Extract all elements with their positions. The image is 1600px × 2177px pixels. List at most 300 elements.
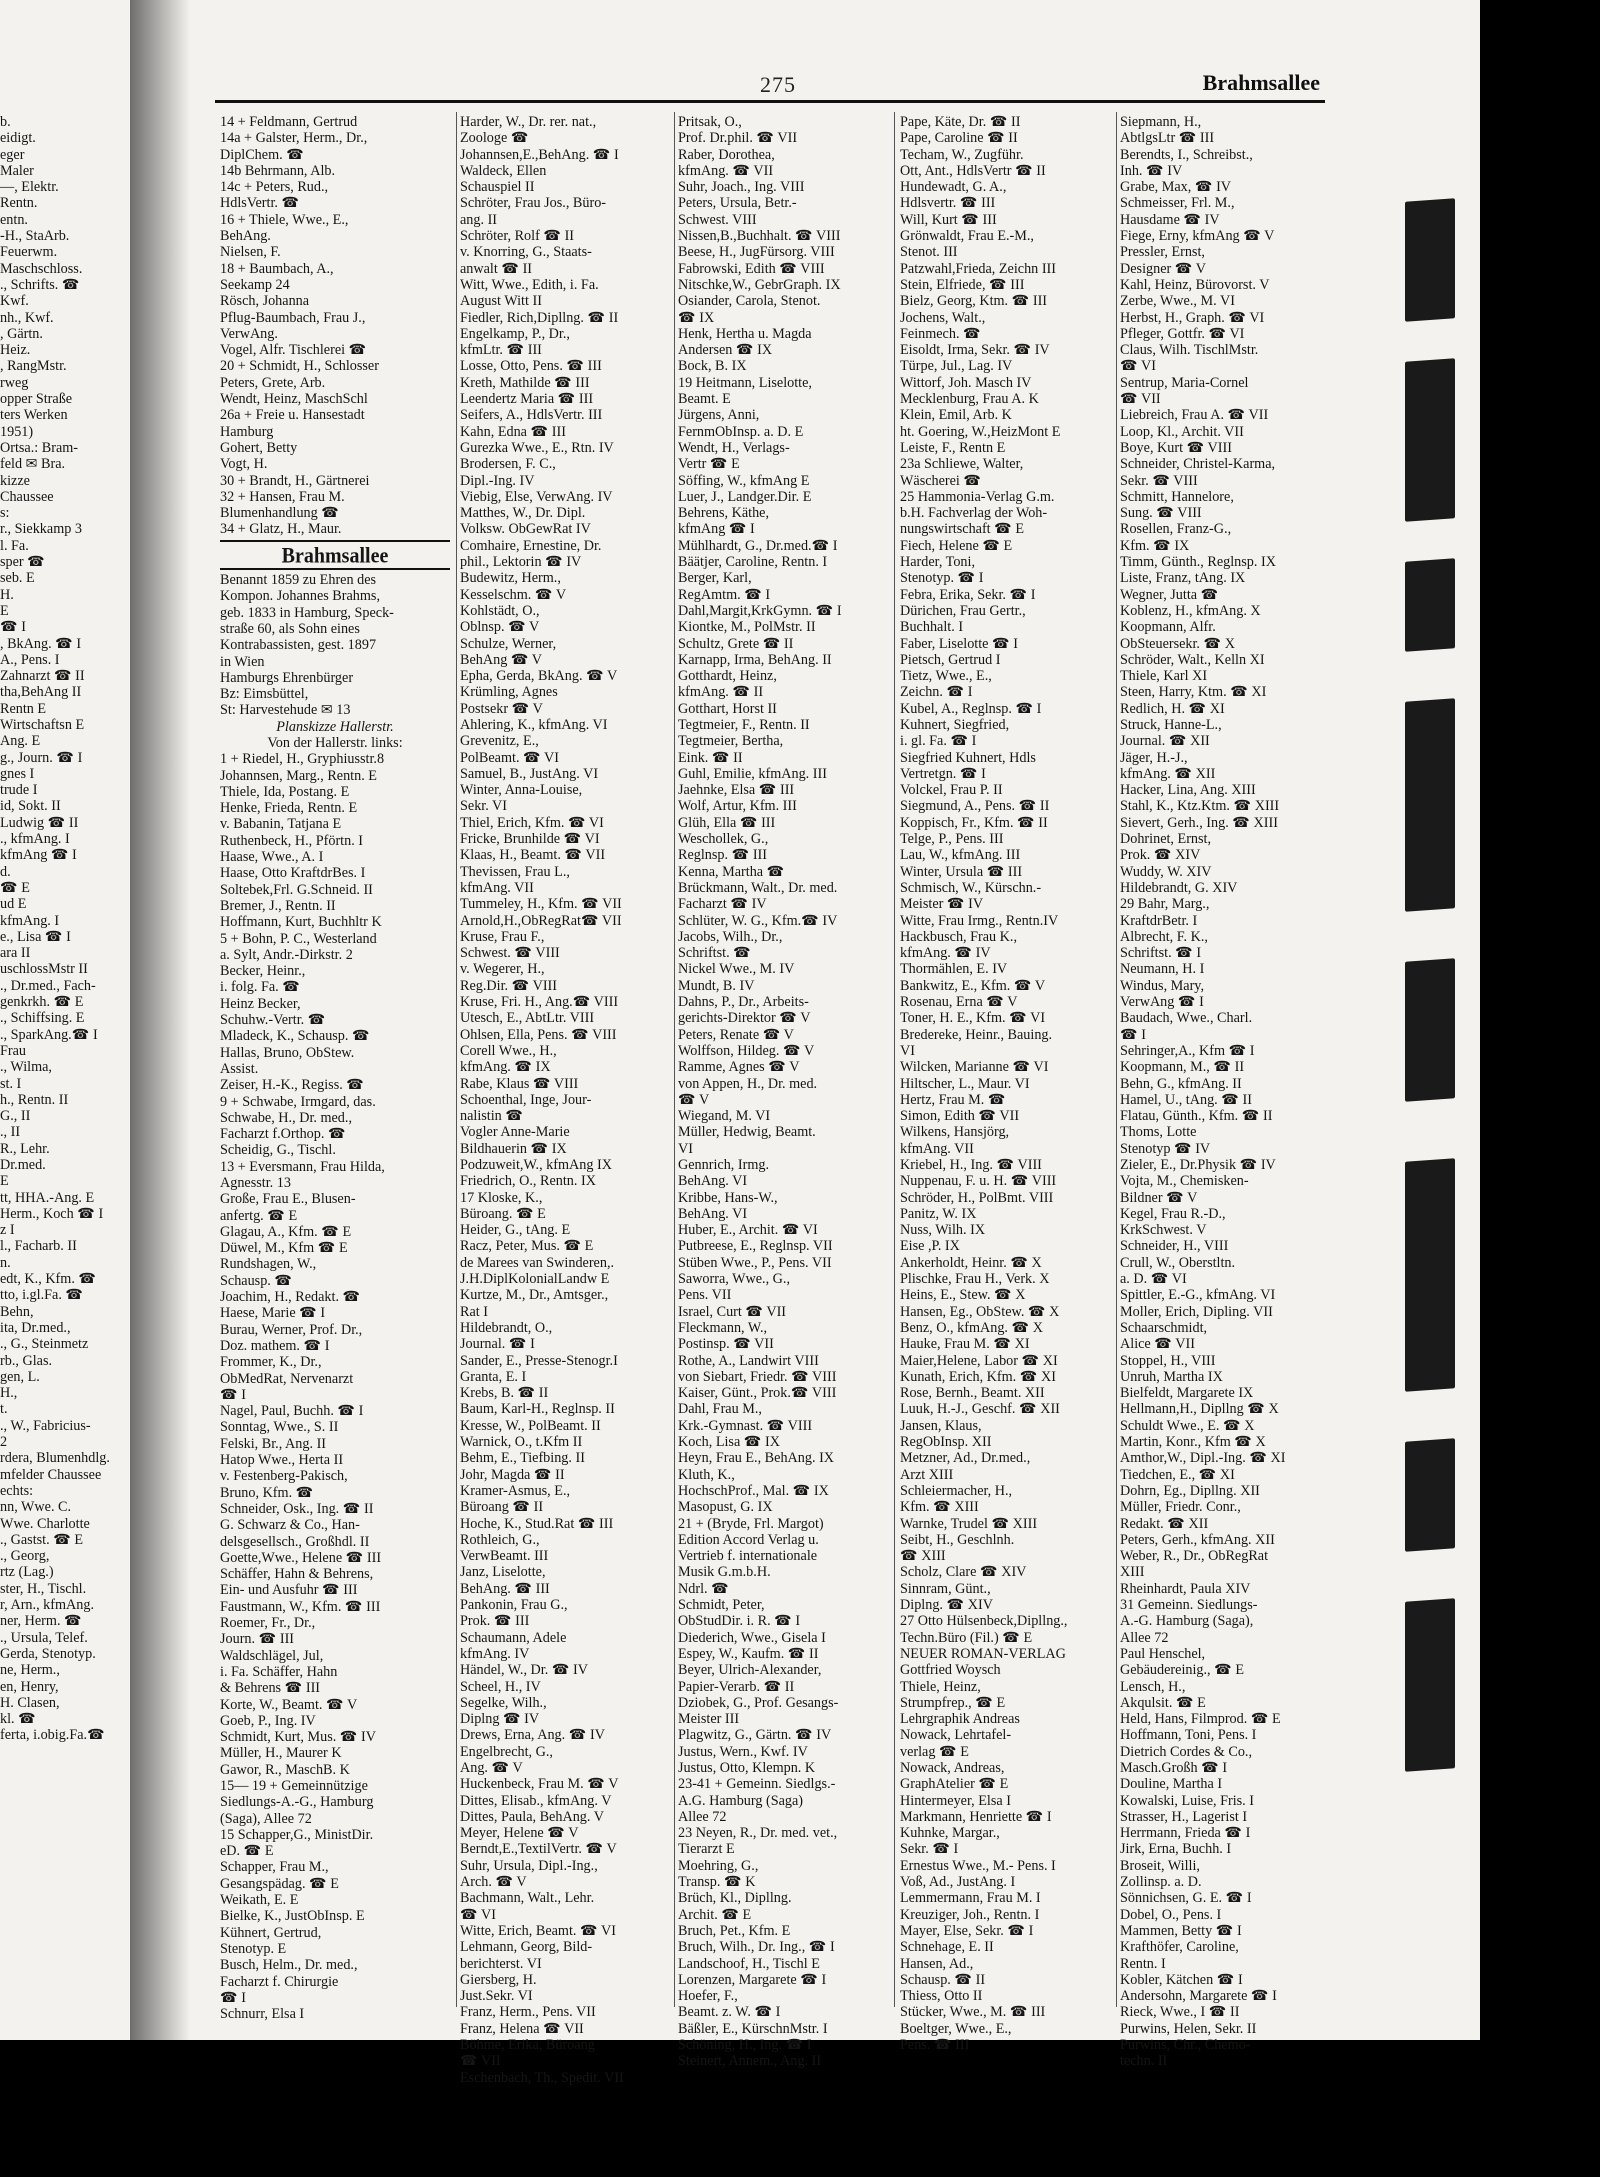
directory-entry-line: entn. <box>0 211 28 228</box>
directory-entry-line: Klaas, H., Beamt. ☎ VII <box>460 847 606 864</box>
directory-entry-line: eger <box>0 146 25 163</box>
directory-entry-line: Kohlstädt, O., <box>460 602 540 619</box>
directory-entry-line: Schmidt, Peter, <box>678 1597 765 1614</box>
directory-entry-line: Engelbrecht, G., <box>460 1743 553 1760</box>
directory-entry-line: Lehmann, Georg, Bild- <box>460 1939 593 1956</box>
directory-entry-line: Bremer, J., Rentn. II <box>220 897 336 914</box>
directory-entry-line: Koch, Lisa ☎ IX <box>678 1434 780 1451</box>
directory-entry-line: Febra, Erika, Sekr. ☎ I <box>900 586 1036 603</box>
directory-entry-line: Thiess, Otto II <box>900 1988 983 2005</box>
directory-entry-line: Blumenhandlung ☎ <box>220 505 339 522</box>
directory-entry-line: Utesch, E., AbtLtr. VIII <box>460 1010 595 1027</box>
directory-entry-line: Kaiser, Günt., Prok.☎ VIII <box>678 1385 837 1402</box>
directory-entry-line: Douline, Martha I <box>1120 1776 1223 1793</box>
directory-column-3 <box>678 114 888 2070</box>
directory-entry-line: Meister III <box>678 1711 740 1728</box>
directory-entry-line: Struck, Hanne-L., <box>1120 716 1222 733</box>
directory-entry-line: Büroang. ☎ E <box>460 1205 546 1222</box>
directory-entry-line: Goette,Wwe., Helene ☎ III <box>220 1549 382 1566</box>
page-header <box>200 70 1480 110</box>
directory-entry-line: Gohert, Betty <box>220 439 298 456</box>
directory-entry-line: Rösch, Johanna <box>220 293 310 310</box>
directory-entry-line: Pankonin, Frau G., <box>460 1597 568 1614</box>
directory-entry-line: Fiech, Helene ☎ E <box>900 537 1013 554</box>
directory-entry-line: Henke, Frieda, Rentn. E <box>220 800 358 817</box>
directory-entry-line: Doz. mathem. ☎ I <box>220 1337 330 1354</box>
directory-entry-line: Zieler, E., Dr.Physik ☎ IV <box>1120 1157 1276 1173</box>
directory-entry-line: ., Dr.med., Fach- <box>0 977 96 994</box>
directory-entry-line: ita, Dr.med., <box>0 1319 71 1336</box>
directory-entry-line: Brückmann, Walt., Dr. med. <box>678 879 838 896</box>
directory-entry-line: RegAmtm. ☎ I <box>678 586 771 603</box>
directory-entry-line: Techam, W., Zugführ. <box>900 146 1024 163</box>
directory-entry-line: Schriftst. ☎ <box>678 945 751 962</box>
directory-entry-line: 2 <box>0 1434 8 1451</box>
directory-entry-line: Gotthardt, Heinz, <box>678 668 777 685</box>
directory-entry-line: nalistin ☎ <box>460 1108 523 1125</box>
directory-entry-line: Buchhalt. I <box>900 619 964 636</box>
directory-entry-line: Schuldt Wwe., E. ☎ X <box>1120 1417 1255 1434</box>
directory-entry-line: Kluth, K., <box>678 1466 735 1483</box>
directory-entry-line: Bäßler, E., KürschnMstr. I <box>678 2020 828 2037</box>
directory-entry-line: Heider, G., tAng. E <box>460 1222 571 1239</box>
directory-entry-line: Behn, G., kfmAng. II <box>1120 1075 1242 1092</box>
directory-entry-line: delsgesellsch., Großhdl. II <box>220 1533 370 1550</box>
directory-entry-line: Peters, Grete, Arb. <box>220 374 326 391</box>
directory-entry-line: Vertretgn. ☎ I <box>900 765 986 782</box>
directory-entry-line: ., II <box>0 1124 21 1141</box>
directory-entry-line: Patzwahl,Frieda, Zeichn III <box>900 260 1057 277</box>
directory-entry-line: Nissen,B.,Buchhalt. ☎ VIII <box>678 228 841 245</box>
directory-entry-line: Dahns, P., Dr., Arbeits- <box>678 994 809 1011</box>
directory-entry-line: Kfm. ☎ IX <box>1120 537 1190 554</box>
directory-entry-line: ., SparkAng.☎ I <box>0 1026 98 1043</box>
directory-entry-line: ☎ VII <box>1120 391 1161 408</box>
directory-entry-line: ., Wilma, <box>0 1059 52 1076</box>
directory-entry-line: edt, K., Kfm. ☎ <box>0 1271 97 1288</box>
directory-entry-line: ang. II <box>460 211 498 228</box>
directory-entry-line: Wäscherei ☎ <box>900 472 982 489</box>
directory-entry-line: ., kfmAng. I <box>0 831 70 848</box>
directory-entry-line: Haase, Otto KraftdrBes. I <box>220 865 366 882</box>
directory-entry-line: Brüch, Kl., Dipllng. <box>678 1890 792 1907</box>
directory-entry-line: Jochens, Walt., <box>900 309 986 326</box>
directory-entry-line: PolBeamt. ☎ VI <box>460 749 559 766</box>
directory-column-1 <box>220 114 450 2023</box>
directory-entry-line: ☎ I <box>0 619 26 636</box>
directory-entry-line: ☎ IX <box>678 309 715 326</box>
directory-entry-line: Fleckmann, W., <box>678 1319 768 1336</box>
directory-entry-line: Glagau, A., Kfm. ☎ E <box>220 1223 352 1240</box>
directory-entry-line: -H., StaArb. <box>0 228 70 245</box>
directory-entry-line: Stenotyp. E <box>220 1940 287 1957</box>
directory-entry-line: Siegmund, A., Pens. ☎ II <box>900 798 1050 815</box>
directory-entry-line: Dittes, Paula, BehAng. V <box>460 1808 604 1825</box>
directory-entry-line: Simon, Edith ☎ VII <box>900 1108 1020 1125</box>
directory-entry-line: Plischke, Frau H., Verk. X <box>900 1271 1050 1288</box>
directory-entry-line: & Behrens ☎ III <box>220 1680 321 1697</box>
directory-entry-line: Krk.-Gymnast. ☎ VIII <box>678 1417 813 1434</box>
directory-entry-line: Eisoldt, Irma, Sekr. ☎ IV <box>900 342 1050 359</box>
directory-entry-line: Huckenbeck, Frau M. ☎ V <box>460 1776 619 1793</box>
directory-entry-line: Mammen, Betty ☎ I <box>1120 1922 1242 1939</box>
directory-entry-line: Dürichen, Frau Gertr., <box>900 602 1026 619</box>
directory-entry-line: Amthor,W., Dipl.-Ing. ☎ XI <box>1120 1450 1286 1467</box>
directory-entry-line: Lorenzen, Margarete ☎ I <box>678 1971 827 1988</box>
directory-entry-line: ., Ursula, Telef. <box>0 1629 88 1646</box>
directory-entry-line: st. I <box>0 1075 22 1092</box>
directory-entry-line: Thormählen, E. IV <box>900 961 1008 978</box>
directory-entry-line: Warnke, Trudel ☎ XIII <box>900 1515 1038 1532</box>
directory-entry-line: v. Knorring, G., Staats- <box>460 244 592 261</box>
directory-entry-line: Hiltscher, L., Maur. VI <box>900 1075 1030 1092</box>
directory-entry-line: Wuddy, W. XIV <box>1120 863 1212 880</box>
directory-entry-line: Thiel, Erich, Kfm. ☎ VI <box>460 814 604 831</box>
directory-entry-line: Reglnsp. ☎ III <box>678 847 767 864</box>
directory-entry-line: Strumpfrep., ☎ E <box>900 1694 1006 1711</box>
directory-entry-line: t. <box>0 1401 8 1418</box>
directory-entry-line: Kontrabassisten, gest. 1897 <box>220 637 377 654</box>
directory-entry-line: ☎ XIII <box>900 1548 946 1565</box>
directory-entry-line: Bredereke, Heinr., Bauing. <box>900 1026 1053 1043</box>
directory-entry-line: Jansen, Klaus, <box>900 1417 982 1434</box>
directory-entry-line: von Siebart, Friedr. ☎ VIII <box>678 1368 837 1385</box>
directory-entry-line: h., Rentn. II <box>0 1091 69 1108</box>
directory-entry-line: Harder, Toni, <box>900 554 976 571</box>
directory-entry-line: Ludwig ☎ II <box>0 814 79 831</box>
directory-entry-line: Maschschloss. <box>0 260 83 277</box>
directory-entry-line: Schauspiel II <box>460 179 535 196</box>
directory-entry-line: straße 60, als Sohn eines <box>220 620 360 637</box>
directory-entry-line: ., Schrifts. ☎ <box>0 276 80 293</box>
directory-entry-line: Heyn, Frau E., BehAng. IX <box>678 1450 835 1467</box>
directory-entry-line: Will, Kurt ☎ III <box>900 211 997 228</box>
directory-entry-line: Samuel, B., JustAng. VI <box>460 765 599 782</box>
directory-entry-line: Schneider, H., VIII <box>1120 1238 1229 1255</box>
directory-entry-line: Pressler, Ernst, <box>1120 244 1205 261</box>
directory-entry-line: Stüben Wwe., P., Pens. VII <box>678 1254 832 1271</box>
directory-entry-line: opper Straße <box>0 391 73 408</box>
directory-entry-line: a. Sylt, Andr.-Dirkstr. 2 <box>220 946 353 963</box>
directory-entry-line: Toner, H. E., Kfm. ☎ VI <box>900 1010 1046 1027</box>
directory-entry-line: Schneider, Osk., Ing. ☎ II <box>220 1500 374 1517</box>
directory-entry-line: Kramer-Asmus, E., <box>460 1482 571 1499</box>
directory-entry-line: Kribbe, Hans-W., <box>678 1189 778 1206</box>
directory-entry-line: Thiele, Ida, Postang. E <box>220 783 350 800</box>
directory-entry-line: Granta, E. I <box>460 1368 527 1385</box>
directory-entry-line: Peters, Gerh., kfmAng. XII <box>1120 1531 1275 1548</box>
directory-entry-line: Benannt 1859 zu Ehren des <box>220 572 377 589</box>
directory-entry-line: Seibt, H., Geschlnh. <box>900 1531 1015 1548</box>
directory-entry-line: 15 Schapper,G., MinistDir. <box>220 1826 374 1843</box>
directory-entry-line: Suhr, Joach., Ing. VIII <box>678 179 805 196</box>
directory-entry-line: Tietz, Wwe., E., <box>900 668 992 685</box>
directory-entry-line: Kowalski, Luise, Fris. I <box>1120 1792 1254 1809</box>
directory-entry-line: ObStudDir. i. R. ☎ I <box>678 1613 801 1630</box>
directory-entry-line: Siepmann, H., <box>1120 114 1202 130</box>
directory-entry-line: Frau <box>0 1042 27 1059</box>
directory-entry-line: Busch, Helm., Dr. med., <box>220 1957 358 1974</box>
directory-entry-line: Feuerwm. <box>0 244 58 261</box>
directory-entry-line: ., Gastst. ☎ E <box>0 1531 84 1548</box>
directory-entry-line: Hoche, K., Stud.Rat ☎ III <box>460 1515 614 1532</box>
directory-entry-line: , BkAng. ☎ I <box>0 635 82 652</box>
directory-entry-line: Kobler, Kätchen ☎ I <box>1120 1971 1243 1988</box>
directory-entry-line: Zeichn. ☎ I <box>900 684 973 701</box>
directory-entry-line: Hdlsvertr. ☎ III <box>900 195 996 212</box>
directory-entry-line: Jaehnke, Elsa ☎ III <box>678 782 795 799</box>
directory-entry-line: Dobel, O., Pens. I <box>1120 1906 1222 1923</box>
directory-entry-line: tha,BehAng II <box>0 684 82 701</box>
directory-entry-line: Nowack, Lehrtafel- <box>900 1727 1012 1744</box>
directory-entry-line: Rentn E <box>0 700 47 717</box>
directory-entry-line: 13 + Eversmann, Frau Hilda, <box>220 1158 385 1175</box>
directory-entry-line: Herbst, H., Graph. ☎ VI <box>1120 309 1265 326</box>
directory-entry-line: Ortsa.: Bram- <box>0 439 79 456</box>
directory-entry-line: Berndt,E.,TextilVertr. ☎ V <box>460 1841 617 1858</box>
directory-entry-line: Boye, Kurt ☎ VIII <box>1120 439 1232 456</box>
directory-entry-line: Sinnram, Günt., <box>900 1580 991 1597</box>
directory-entry-line: Beamt. E <box>678 391 731 408</box>
directory-entry-line: nungswirtschaft ☎ E <box>900 521 1025 538</box>
directory-entry-line: Seekamp 24 <box>220 276 290 293</box>
directory-entry-line: Krebs, B. ☎ II <box>460 1385 549 1402</box>
directory-entry-line: —, Elektr. <box>0 179 59 196</box>
directory-entry-line: Wirtschaftsn E <box>0 716 85 733</box>
directory-entry-line: Vertrieb f. internationale <box>678 1548 818 1565</box>
directory-entry-line: Joachim, H., Redakt. ☎ <box>220 1289 361 1306</box>
directory-entry-line: genkrkh. ☎ E <box>0 994 84 1011</box>
directory-entry-line: ☎ I <box>220 1989 246 2006</box>
directory-entry-line: Dittes, Elisab., kfmAng. V <box>460 1792 612 1809</box>
directory-entry-line: Hintermeyer, Elsa I <box>900 1792 1011 1809</box>
directory-entry-line: Steinert, Annem., Ang. II <box>678 2053 822 2070</box>
directory-entry-line: Haese, Marie ☎ I <box>220 1305 326 1322</box>
directory-entry-line: Bankwitz, E., Kfm. ☎ V <box>900 977 1046 994</box>
directory-entry-line: berichterst. VI <box>460 1955 542 1972</box>
directory-entry-line: verlag ☎ E <box>900 1743 969 1760</box>
directory-entry-line: Raber, Dorothea, <box>678 146 775 163</box>
directory-entry-line: Sekr. ☎ I <box>900 1841 959 1858</box>
directory-entry-line: Lehrgraphik Andreas <box>900 1711 1020 1728</box>
directory-entry-line: J.H.DiplKolonialLandw E <box>460 1271 610 1288</box>
directory-entry-line: ne, Herm., <box>0 1662 60 1679</box>
directory-entry-line: ☎ V <box>678 1091 710 1108</box>
directory-entry-line: Faustmann, W., Kfm. ☎ III <box>220 1598 381 1615</box>
directory-entry-line: Lemmermann, Frau M. I <box>900 1890 1041 1907</box>
directory-entry-line: Tierarzt E <box>678 1841 735 1858</box>
directory-entry-line: Ott, Ant., HdlsVertr ☎ II <box>900 162 1046 179</box>
directory-entry-line: Kenna, Martha ☎ <box>678 863 785 880</box>
directory-column-5 <box>1120 114 1330 2070</box>
directory-entry-line: Dahl,Margit,KrkGymn. ☎ I <box>678 602 842 619</box>
directory-entry-line: Saworra, Wwe., G., <box>678 1271 791 1288</box>
directory-entry-line: kfmAng. VII <box>900 1140 974 1157</box>
directory-entry-line: Voß, Ad., JustAng. I <box>900 1874 1016 1891</box>
directory-entry-line: a. D. ☎ VI <box>1120 1271 1187 1288</box>
directory-entry-line: r., Siekkamp 3 <box>0 521 82 538</box>
directory-entry-line: Eink. ☎ II <box>678 749 743 766</box>
directory-entry-line: AbtlgsLtr ☎ III <box>1120 130 1215 147</box>
directory-entry-line: Weschollek, G., <box>678 831 769 848</box>
directory-entry-line: r, Arn., kfmAng. <box>0 1597 95 1614</box>
directory-entry-line: Wwe. Charlotte <box>0 1515 90 1532</box>
directory-entry-line: Glüh, Ella ☎ III <box>678 814 776 831</box>
directory-entry-line: Gerda, Stenotyp. <box>0 1645 96 1662</box>
directory-entry-line: Rosellen, Franz-G., <box>1120 521 1232 538</box>
directory-entry-line: Schröder, Walt., Kelln XI <box>1120 651 1265 668</box>
directory-entry-line: Kwf. <box>0 293 29 310</box>
directory-entry-line: Hoefer, F., <box>678 1988 738 2005</box>
directory-entry-line: Rundshagen, W., <box>220 1256 317 1273</box>
directory-entry-line: Transp. ☎ K <box>678 1874 756 1891</box>
directory-entry-line: Podzuweit,W., kfmAng IX <box>460 1157 612 1173</box>
directory-entry-line: H., <box>0 1385 18 1402</box>
directory-entry-line: Felski, Br., Ang. II <box>220 1435 327 1452</box>
directory-entry-line: rb., Glas. <box>0 1352 53 1369</box>
directory-entry-line: Harder, W., Dr. rer. nat., <box>460 114 597 130</box>
directory-entry-line: A.G. Hamburg (Saga) <box>678 1792 804 1809</box>
directory-entry-line: Prof. Dr.phil. ☎ VII <box>678 130 798 147</box>
directory-entry-line: Schaarschmidt, <box>1120 1319 1208 1336</box>
directory-entry-line: (Saga), Allee 72 <box>220 1810 312 1827</box>
directory-entry-line: Albrecht, F. K., <box>1120 928 1208 945</box>
directory-entry-line: BehAng. <box>220 228 271 245</box>
directory-entry-line: Allee 72 <box>1120 1629 1169 1646</box>
directory-entry-line: Kreuziger, Joh., Rentn. I <box>900 1906 1040 1923</box>
directory-entry-line: Stahl, K., Ktz.Ktm. ☎ XIII <box>1120 798 1280 815</box>
directory-entry-line: Schausp. ☎ <box>220 1272 293 1289</box>
directory-entry-line: id, Sokt. II <box>0 798 61 815</box>
directory-entry-line: Spittler, E.-G., kfmAng. VI <box>1120 1287 1276 1304</box>
directory-entry-line: Purwins, Chr., Chemo- <box>1120 2037 1251 2054</box>
directory-entry-line: z I <box>0 1222 15 1239</box>
directory-entry-line: ner, Herm. ☎ <box>0 1613 82 1630</box>
directory-entry-line: Andersen ☎ IX <box>678 342 773 359</box>
directory-entry-line: Hoffmann, Toni, Pens. I <box>1120 1727 1257 1744</box>
directory-entry-line: Schwest. VIII <box>678 211 757 228</box>
directory-entry-line: Prok. ☎ III <box>460 1613 530 1630</box>
directory-entry-line: feld ✉ Bra. <box>0 456 66 473</box>
directory-entry-line: Just.Sekr. VI <box>460 1988 533 2005</box>
directory-entry-line: Volksw. ObGewRat IV <box>460 521 591 538</box>
directory-entry-line: Edition Accord Verlag u. <box>678 1531 819 1548</box>
directory-entry-line: kizze <box>0 472 30 489</box>
directory-entry-line: Winter, Ursula ☎ III <box>900 863 1023 880</box>
directory-entry-line: Hansen, Ad., <box>900 1955 974 1972</box>
directory-entry-line: Müller, H., Maurer K <box>220 1745 342 1762</box>
directory-entry-line: Comhaire, Ernestine, Dr. <box>460 537 602 554</box>
directory-entry-line: Hamel, U., tAng. ☎ II <box>1120 1091 1252 1108</box>
directory-entry-line: Gennrich, Irmg. <box>678 1157 770 1173</box>
directory-entry-line: Zollinsp. a. D. <box>1120 1874 1202 1891</box>
directory-entry-line: Becker, Heinr., <box>220 963 306 980</box>
directory-entry-line: Bock, B. IX <box>678 358 747 375</box>
directory-entry-line: Bielz, Georg, Ktm. ☎ III <box>900 293 1048 310</box>
directory-entry-line: Pape, Caroline ☎ II <box>900 130 1018 147</box>
directory-entry-line: Schriftst. ☎ I <box>1120 945 1202 962</box>
directory-entry-line: e., Lisa ☎ I <box>0 928 71 945</box>
directory-entry-line: Sonntag, Wwe., S. II <box>220 1419 339 1436</box>
directory-entry-line: Wolffson, Hildeg. ☎ V <box>678 1042 815 1059</box>
directory-entry-line: Fricke, Brunhilde ☎ VI <box>460 831 600 848</box>
directory-entry-line: kfmAng. ☎ XII <box>1120 765 1216 782</box>
directory-entry-line: de Marees van Swinderen,. <box>460 1254 615 1271</box>
directory-entry-line: Gawor, R., MaschB. K <box>220 1761 350 1778</box>
directory-entry-line: Schlüter, W. G., Kfm.☎ IV <box>678 912 838 929</box>
directory-entry-line: Schleiermacher, H., <box>900 1482 1013 1499</box>
section-rule <box>220 568 450 570</box>
directory-entry-line: Sentrup, Maria-Cornel <box>1120 374 1249 391</box>
directory-entry-line: Pens. VII <box>678 1287 732 1304</box>
directory-entry-line: Jürgens, Anni, <box>678 407 760 424</box>
directory-entry-line: Liebreich, Frau A. ☎ VII <box>1120 407 1269 424</box>
directory-entry-line: Bielke, K., JustObInsp. E <box>220 1908 365 1925</box>
directory-entry-line: Postsekr ☎ V <box>460 700 543 717</box>
directory-entry-line: HochschProf., Mal. ☎ IX <box>678 1482 829 1499</box>
directory-entry-line: 34 + Glatz, H., Maur. <box>220 521 342 538</box>
directory-entry-line: Heins, E., Stew. ☎ X <box>900 1287 1026 1304</box>
directory-entry-line: Diplng. ☎ XIV <box>900 1597 993 1614</box>
directory-entry-line: Thiele, Heinz, <box>900 1678 981 1695</box>
directory-entry-line: Schoenthal, Inge, Jour- <box>460 1091 592 1108</box>
directory-entry-line: Franz, Herm., Pens. VII <box>460 2004 596 2021</box>
directory-entry-line: Tegtmeier, F., Rentn. II <box>678 716 810 733</box>
directory-entry-line: Hauke, Frau M. ☎ XI <box>900 1336 1030 1353</box>
directory-entry-line: 23a Schliewe, Walter, <box>900 456 1024 473</box>
directory-entry-line: Wolf, Artur, Kfm. III <box>678 798 797 815</box>
directory-entry-line: Dohrn, Eg., Dipllng. XII <box>1120 1482 1260 1499</box>
directory-entry-line: Steen, Harry, Ktm. ☎ XI <box>1120 684 1267 701</box>
directory-entry-line: Mecklenburg, Frau A. K <box>900 391 1039 408</box>
directory-entry-line: Masch.Großh ☎ I <box>1120 1759 1228 1776</box>
directory-entry-line: Witte, Frau Irmg., Rentn.IV <box>900 912 1059 929</box>
directory-entry-line: Journal. ☎ XII <box>1120 733 1210 750</box>
directory-entry-line: RegObInsp. XII <box>900 1434 992 1451</box>
directory-entry-line: Vogt, H. <box>220 456 268 473</box>
directory-entry-line: Dziobek, G., Prof. Gesangs- <box>678 1694 839 1711</box>
directory-entry-line: Pfleger, Gottfr. ☎ VI <box>1120 325 1245 342</box>
directory-entry-line: Rat I <box>460 1303 488 1320</box>
directory-entry-line: 32 + Hansen, Frau M. <box>220 488 345 505</box>
directory-entry-line: Büroang ☎ II <box>460 1499 544 1516</box>
directory-entry-line: Von der Hallerstr. links: <box>267 734 403 751</box>
directory-entry-line: Wendt, Heinz, MaschSchl <box>220 391 368 408</box>
directory-entry-line: Ankerholdt, Heinr. ☎ X <box>900 1254 1042 1271</box>
directory-entry-line: Wilcken, Marianne ☎ VI <box>900 1059 1049 1076</box>
directory-entry-line: von Appen, H., Dr. med. <box>678 1075 818 1092</box>
directory-entry-line: Schmisch, W., Kürschn.- <box>900 879 1042 896</box>
directory-entry-line: Schausp. ☎ II <box>900 1971 986 1988</box>
directory-entry-line: s: <box>0 505 10 522</box>
directory-entry-line: Thoms, Lotte <box>1120 1124 1197 1141</box>
directory-entry-line: Arnold,H.,ObRegRat☎ VII <box>460 912 622 929</box>
section-rule <box>220 540 450 542</box>
directory-entry-line: Zoologe ☎ <box>460 130 529 147</box>
directory-entry-line: Masopust, G. IX <box>678 1499 773 1516</box>
directory-entry-line: Schapper, Frau M., <box>220 1859 329 1876</box>
directory-entry-line: Nagel, Paul, Buchh. ☎ I <box>220 1403 364 1420</box>
directory-entry-line: Grevenitz, E., <box>460 733 539 750</box>
directory-entry-line: rweg <box>0 374 29 391</box>
directory-entry-line: Dr.med. <box>0 1157 46 1173</box>
directory-entry-line: Eise ,P. IX <box>900 1238 960 1255</box>
directory-entry-line: Dahl, Frau M., <box>678 1401 762 1418</box>
directory-entry-line: 14b Behrmann, Alb. <box>220 162 336 179</box>
directory-entry-line: Fabrowski, Edith ☎ VIII <box>678 260 825 277</box>
directory-entry-line: Bildner ☎ V <box>1120 1189 1198 1206</box>
directory-entry-line: Baum, Karl-H., Reglnsp. II <box>460 1401 615 1418</box>
